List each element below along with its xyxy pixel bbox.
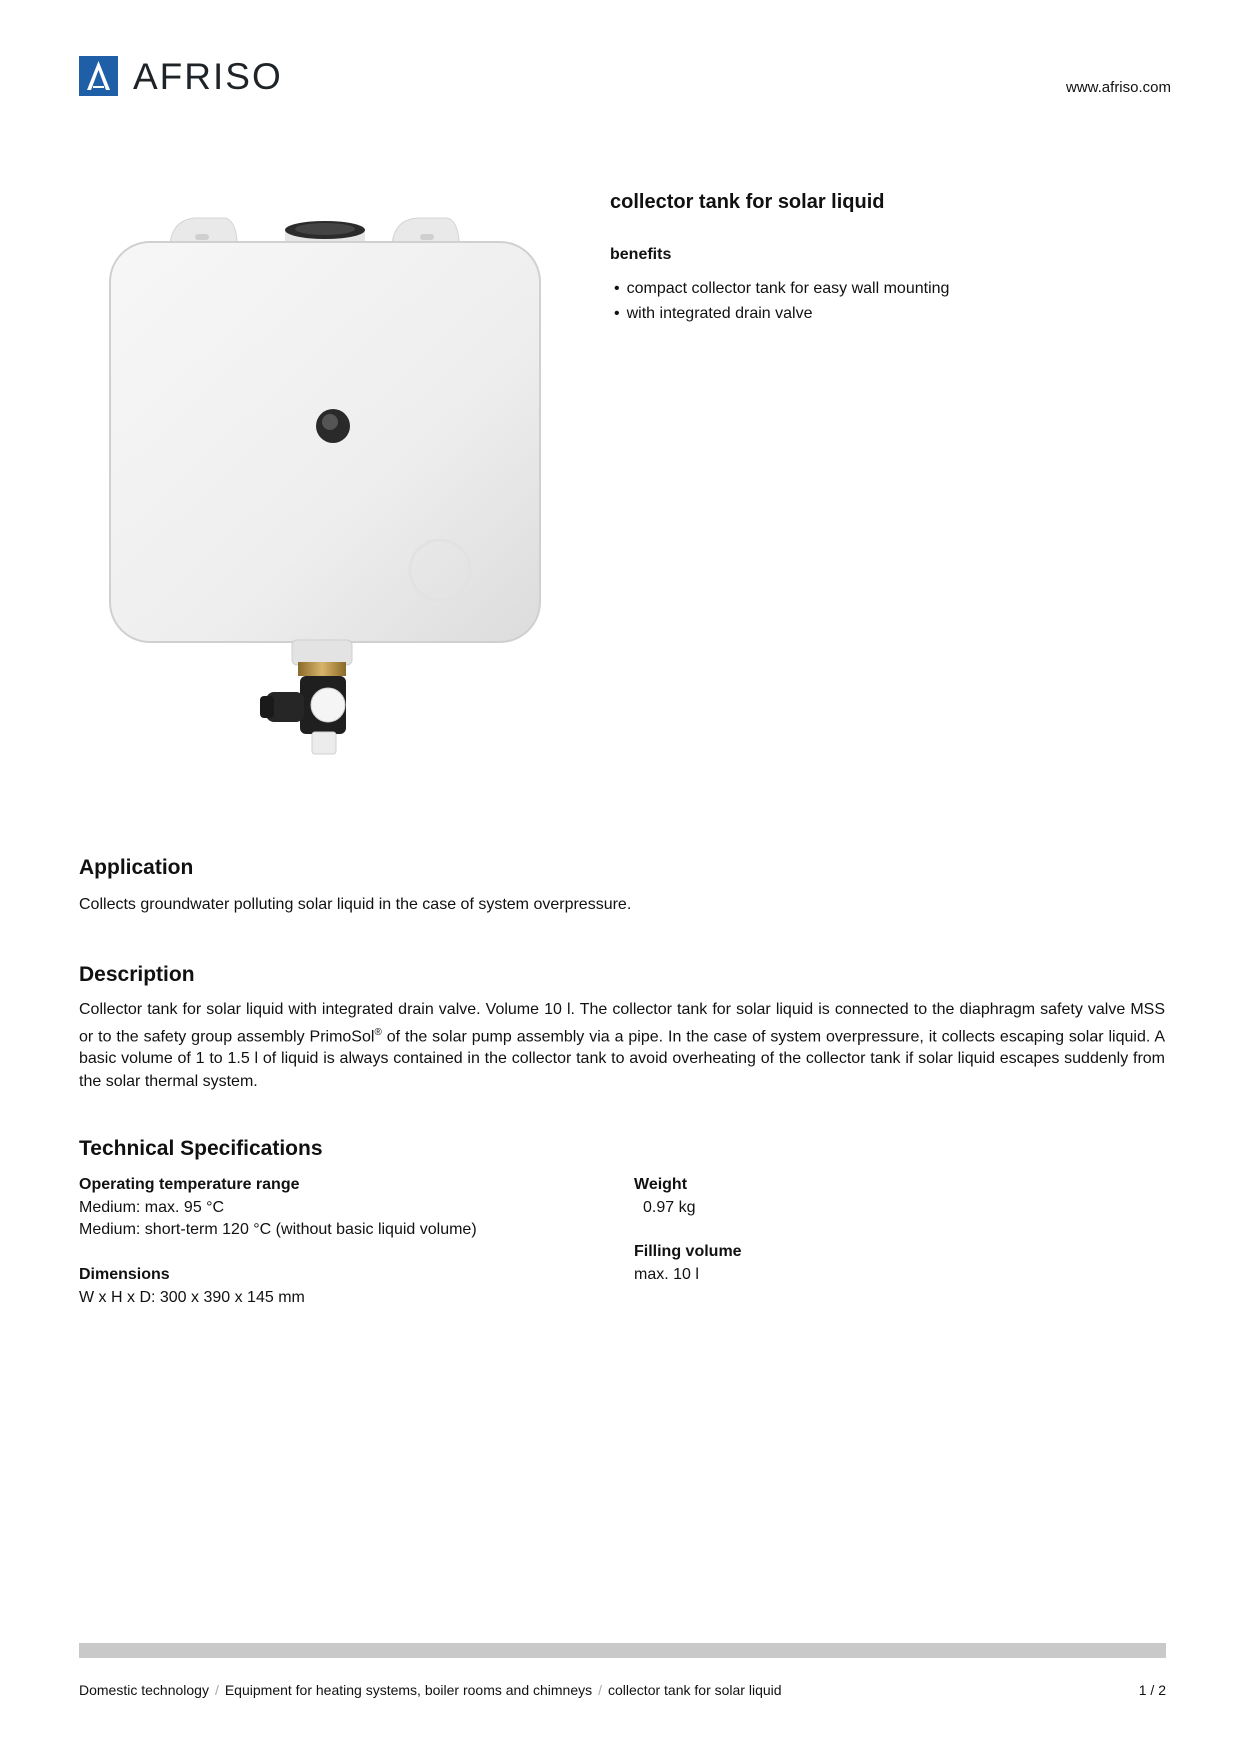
spec-value: max. 10 l	[634, 1265, 699, 1283]
description-heading: Description	[79, 963, 195, 986]
breadcrumb-separator: /	[598, 1682, 603, 1698]
spec-dimensions	[79, 1264, 305, 1309]
registered-mark: ®	[374, 1026, 382, 1038]
brand-name: AFRISO	[133, 55, 283, 97]
website-link[interactable]: www.afriso.com	[1065, 79, 1171, 96]
spec-operating-temperature	[79, 1174, 477, 1242]
product-title: collector tank for solar liquid	[610, 191, 885, 213]
breadcrumb-item[interactable]: collector tank for solar liquid	[608, 1682, 782, 1698]
application-text: Collects groundwater polluting solar liquid in the case of system overpressure.	[79, 896, 632, 913]
spec-filling-volume	[634, 1241, 742, 1286]
spec-value: 0.97 kg	[643, 1198, 696, 1216]
spec-label: Operating temperature range	[79, 1176, 300, 1193]
description-text	[79, 999, 1165, 1093]
page-number: 1 / 2	[1138, 1682, 1166, 1698]
spec-label: Filling volume	[634, 1243, 742, 1260]
benefit-item: • compact collector tank for easy wall mounting	[614, 276, 949, 301]
product-image	[100, 210, 560, 780]
breadcrumb	[79, 1682, 782, 1698]
breadcrumb-item[interactable]: Equipment for heating systems, boiler rooms and chimneys	[224, 1682, 593, 1698]
brand-logo[interactable]	[79, 55, 283, 97]
benefits-heading: benefits	[610, 246, 672, 263]
spec-label: Dimensions	[79, 1266, 170, 1283]
afriso-logo-icon	[79, 56, 118, 96]
description-text-part-2: of the solar pump assembly via a pipe. In the case of system overpressure, it collects escaping solar liquid. A basic volume of 1 to 1.5 l of liquid is always contained in the collector tank to avoid overheating of the collector tank if solar liquid escapes suddenly from the solar thermal system.	[79, 1027, 1166, 1090]
spec-value: Medium: short-term 120 °C (without basic liquid volume)	[79, 1221, 477, 1238]
spec-weight	[634, 1174, 695, 1219]
benefits-list	[614, 276, 949, 326]
footer-divider	[79, 1643, 1166, 1658]
breadcrumb-item[interactable]: Domestic technology	[79, 1682, 209, 1698]
description-text-part-1: Collector tank for solar liquid with integrated drain valve. Volume 10 l. The collector tank for solar liquid is connected to the diaphragm safety valve MSS or to the safety group assembly PrimoSol	[79, 1001, 1165, 1045]
spec-value: Medium: max. 95 °C	[79, 1198, 225, 1216]
spec-label: Weight	[634, 1176, 688, 1193]
tech-specs-heading: Technical Specifications	[79, 1137, 323, 1160]
breadcrumb-separator: /	[214, 1682, 219, 1698]
application-heading: Application	[79, 856, 194, 879]
spec-value: W x H x D: 300 x 390 x 145 mm	[79, 1288, 305, 1306]
benefit-item: • with integrated drain valve	[614, 301, 949, 326]
